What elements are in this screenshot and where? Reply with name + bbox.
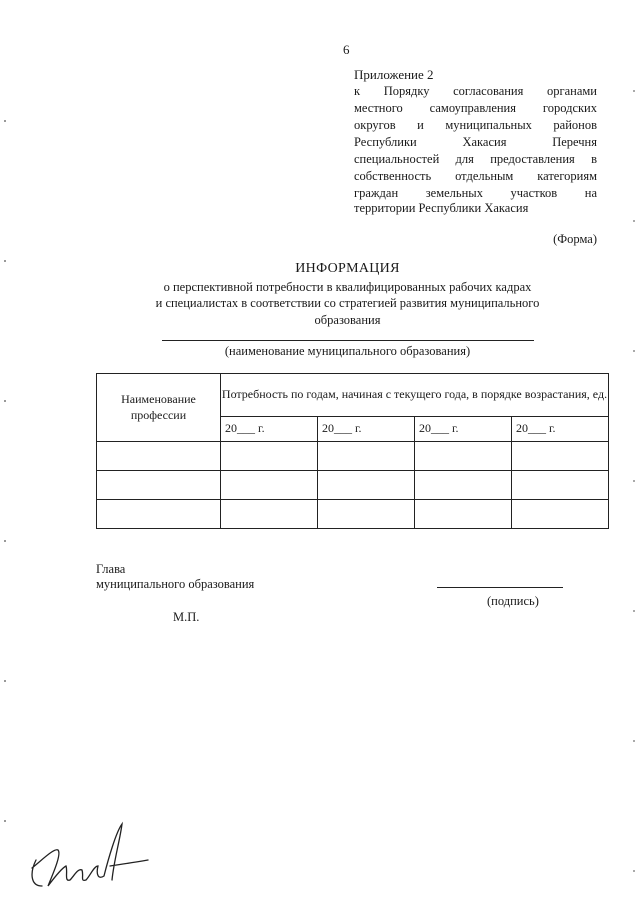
municipality-name-caption: (наименование муниципального образования): [224, 344, 471, 358]
year-header: 20___ г.: [511, 417, 608, 442]
appendix-line: граждан земельных участков на: [354, 186, 597, 200]
table-cell[interactable]: [221, 500, 318, 529]
table-cell[interactable]: [317, 500, 414, 529]
table-row: [97, 471, 609, 500]
appendix-line: собственность отдельным категориям: [354, 169, 597, 183]
appendix-line: к Порядку согласования органами: [354, 84, 597, 98]
head-title: Глава: [96, 562, 126, 576]
signature-line: [437, 587, 563, 588]
appendix-line: Республики Хакасия Перечня: [354, 135, 597, 149]
signature-icon: [24, 820, 154, 892]
table-cell[interactable]: [414, 442, 511, 471]
document-title: ИНФОРМАЦИЯ: [295, 261, 400, 276]
table-cell[interactable]: [511, 442, 608, 471]
stamp-label: М.П.: [173, 610, 200, 624]
year-header: 20___ г.: [221, 417, 318, 442]
municipality-name-line: [162, 340, 534, 341]
handwritten-signature: [24, 820, 154, 896]
subtitle-line: образования: [314, 312, 381, 327]
table-cell[interactable]: [97, 500, 221, 529]
table-row: [97, 500, 609, 529]
needs-header: Потребность по годам, начиная с текущего года, в порядке возрастания, ед.: [221, 374, 609, 417]
table-row: [97, 442, 609, 471]
needs-table: [96, 373, 609, 529]
profession-header: Наименование профессии: [97, 374, 221, 442]
document-subtitle: [90, 279, 605, 328]
table-cell[interactable]: [317, 442, 414, 471]
appendix-title: Приложение 2: [354, 67, 434, 82]
page-number: 6: [343, 42, 350, 57]
table-cell[interactable]: [511, 500, 608, 529]
appendix-line: специальностей для предоставления в: [354, 152, 597, 166]
subtitle-line: и специалистах в соответствии со стратегией развития муниципального: [155, 296, 540, 311]
table-cell[interactable]: [511, 471, 608, 500]
year-header: 20___ г.: [317, 417, 414, 442]
table-cell[interactable]: [97, 442, 221, 471]
table-cell[interactable]: [97, 471, 221, 500]
year-header: 20___ г.: [414, 417, 511, 442]
appendix-line: территории Республики Хакасия: [354, 201, 529, 215]
signature-caption: (подпись): [487, 594, 539, 608]
table-header-row: [97, 374, 609, 417]
table-cell[interactable]: [221, 471, 318, 500]
table-cell[interactable]: [414, 471, 511, 500]
left-margin-dots: [4, 0, 6, 905]
table-cell[interactable]: [317, 471, 414, 500]
form-label: (Форма): [553, 232, 597, 246]
appendix-line: местного самоуправления городских: [354, 101, 597, 115]
subtitle-line: о перспективной потребности в квалифицированных рабочих кадрах: [163, 280, 532, 294]
table-cell[interactable]: [221, 442, 318, 471]
right-margin-dots: [633, 0, 635, 905]
table-cell[interactable]: [414, 500, 511, 529]
appendix-line: округов и муниципальных районов: [354, 118, 597, 132]
head-title-municipality: муниципального образования: [96, 577, 255, 591]
